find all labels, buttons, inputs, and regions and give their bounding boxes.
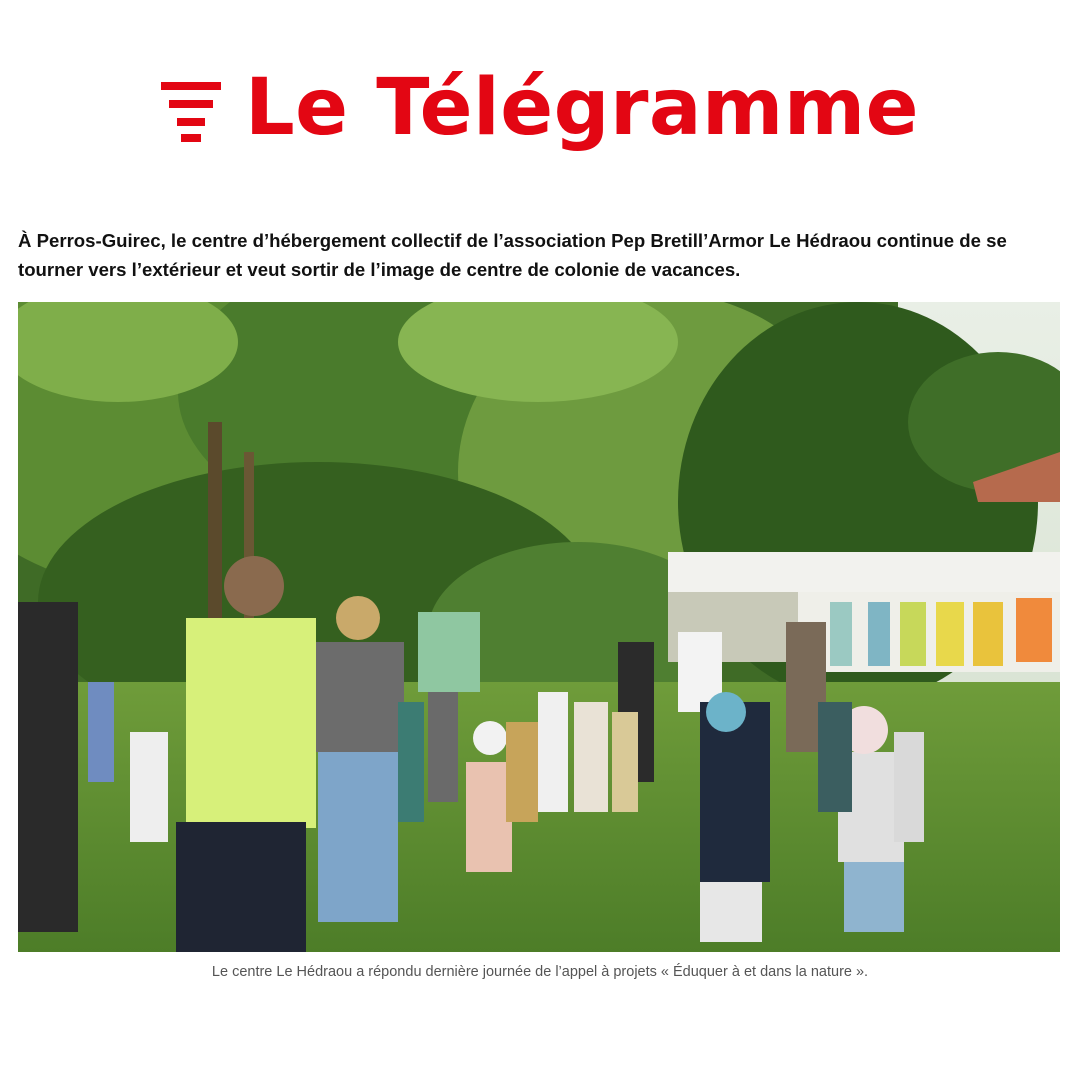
photo-caption: Le centre Le Hédraou a répondu dernière journée de l’appel à projets « Éduquer à et dans la nature ». xyxy=(211,964,869,980)
masthead xyxy=(0,58,1080,158)
article-lead: À Perros-Guirec, le centre d’hébergement collectif de l’association Pep Bretill’Armor Le Hédraou continue de se tourner vers l’extérieur et veut sortir de l’image de centre de colonie de vacances. xyxy=(18,230,1007,280)
article-photo xyxy=(18,302,1060,952)
telegram-lines-icon xyxy=(161,78,223,142)
brand-name[interactable]: Le Télégramme xyxy=(244,63,920,153)
